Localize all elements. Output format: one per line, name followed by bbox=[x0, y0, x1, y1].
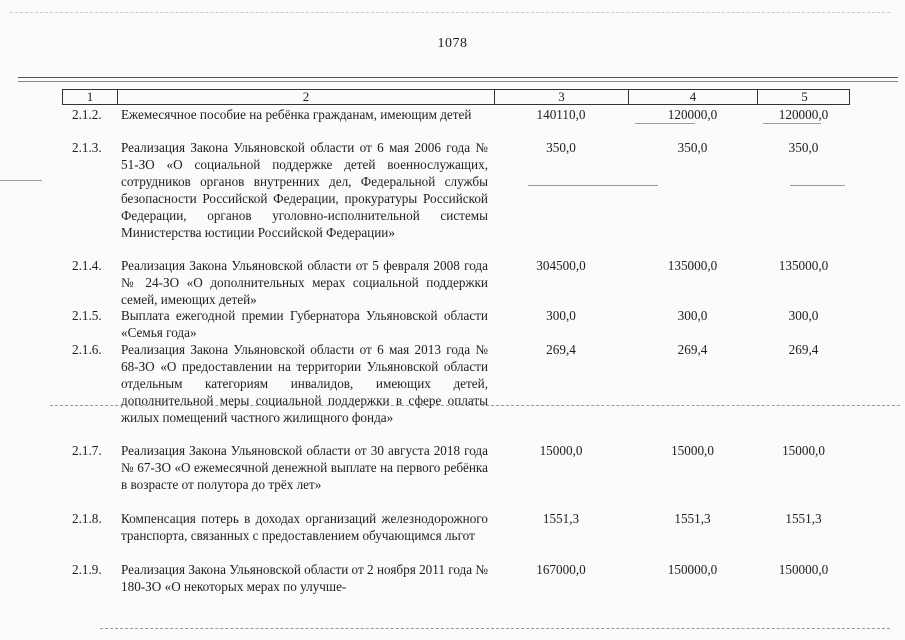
row-number: 2.1.9. bbox=[72, 562, 102, 577]
top-rule bbox=[18, 77, 898, 78]
row-value-col5: 350,0 bbox=[788, 140, 819, 155]
row-description: Реализация Закона Ульяновской области от 5 февраля 2008 года № 24-ЗО «О дополнительных мерах социальной поддержки семей, имеющих детей» bbox=[121, 258, 488, 307]
row-number: 2.1.5. bbox=[72, 308, 102, 323]
row-description: Компенсация потерь в доходах организаций железнодорожного транспорта, связанных с предоставлением обучающимся льгот bbox=[121, 511, 488, 543]
table-row bbox=[62, 442, 862, 510]
row-value-col3: 269,4 bbox=[546, 342, 576, 357]
table-row bbox=[62, 510, 862, 561]
table-header bbox=[62, 89, 850, 105]
table-row bbox=[62, 307, 862, 341]
scan-bottom-dashes bbox=[100, 628, 890, 629]
scan-dashed-line bbox=[50, 405, 900, 406]
scan-margin-mark bbox=[0, 180, 42, 181]
row-value-col3: 1551,3 bbox=[542, 511, 580, 526]
column-header-3: 3 bbox=[495, 90, 629, 104]
scan-underline bbox=[763, 123, 821, 124]
scan-line bbox=[528, 185, 658, 186]
row-value-col5: 269,4 bbox=[788, 342, 819, 357]
row-description: Ежемесячное пособие на ребёнка гражданам, имеющим детей bbox=[121, 107, 472, 122]
scan-underline bbox=[635, 123, 695, 124]
row-description: Выплата ежегодной премии Губернатора Ульяновской области «Семья года» bbox=[121, 308, 488, 340]
row-description: Реализация Закона Ульяновской области от 2 ноября 2011 года № 180-ЗО «О некоторых мерах по улучше- bbox=[121, 562, 488, 594]
row-value-col5: 135000,0 bbox=[778, 258, 829, 273]
row-number: 2.1.7. bbox=[72, 443, 102, 458]
row-value-col4: 135000,0 bbox=[667, 258, 718, 273]
row-description: Реализация Закона Ульяновской области от 6 мая 2006 года № 51-ЗО «О социальной поддержке детей военнослужащих, сотрудников органов внутренних дел, Федеральной службы безопасности Российской Федерации, прокуратуры Российской Федерации, органов уголовно-исполнительной системы Министерства юстиции Российской Федерации» bbox=[121, 140, 488, 240]
column-header-2: 2 bbox=[118, 90, 495, 104]
row-value-col4: 150000,0 bbox=[667, 562, 718, 577]
row-value-col3: 15000,0 bbox=[539, 443, 583, 458]
row-value-col3: 350,0 bbox=[546, 140, 576, 155]
table-row bbox=[62, 341, 862, 442]
row-value-col3: 140110,0 bbox=[536, 107, 586, 122]
row-value-col4: 1551,3 bbox=[674, 511, 711, 526]
row-number: 2.1.3. bbox=[72, 140, 102, 155]
row-value-col5: 150000,0 bbox=[778, 562, 829, 577]
row-value-col5: 300,0 bbox=[788, 308, 819, 323]
row-value-col3: 304500,0 bbox=[536, 258, 586, 273]
row-value-col4: 269,4 bbox=[677, 342, 708, 357]
row-number: 2.1.4. bbox=[72, 258, 102, 273]
row-value-col5: 15000,0 bbox=[782, 443, 825, 458]
scan-line bbox=[790, 185, 845, 186]
row-value-col3: 300,0 bbox=[546, 308, 576, 323]
column-header-1: 1 bbox=[63, 90, 118, 104]
row-value-col5: 1551,3 bbox=[785, 511, 822, 526]
table-row bbox=[62, 106, 862, 139]
row-description: Реализация Закона Ульяновской области от 30 августа 2018 года № 67-ЗО «О ежемесячной денежной выплате на первого ребёнка в возрасте от полутора до трёх лет» bbox=[121, 443, 488, 492]
page-number: 1078 bbox=[437, 36, 468, 51]
row-value-col4: 300,0 bbox=[677, 308, 708, 323]
column-header-4: 4 bbox=[629, 90, 758, 104]
column-header-5: 5 bbox=[801, 89, 808, 104]
row-value-col4: 15000,0 bbox=[671, 443, 714, 458]
row-value-col4: 350,0 bbox=[677, 140, 708, 155]
row-number: 2.1.8. bbox=[72, 511, 102, 526]
table-row bbox=[62, 561, 862, 601]
top-rule-secondary bbox=[18, 81, 898, 82]
table-row bbox=[62, 139, 862, 257]
row-value-col5: 120000,0 bbox=[778, 107, 829, 122]
scan-top-edge bbox=[10, 12, 890, 13]
row-value-col3: 167000,0 bbox=[536, 562, 586, 577]
table-row bbox=[62, 257, 862, 307]
row-value-col4: 120000,0 bbox=[667, 107, 718, 122]
row-number: 2.1.6. bbox=[72, 342, 102, 357]
table-body bbox=[62, 106, 862, 601]
row-number: 2.1.2. bbox=[72, 107, 102, 122]
row-description: Реализация Закона Ульяновской области от 6 мая 2013 года № 68-ЗО «О предоставлении на территории Ульяновской области отдельным категориям инвалидов, имеющих детей, дополнительной меры социальной поддержки в сфере оплаты жилых помещений частного жилищного фонда» bbox=[121, 342, 488, 425]
